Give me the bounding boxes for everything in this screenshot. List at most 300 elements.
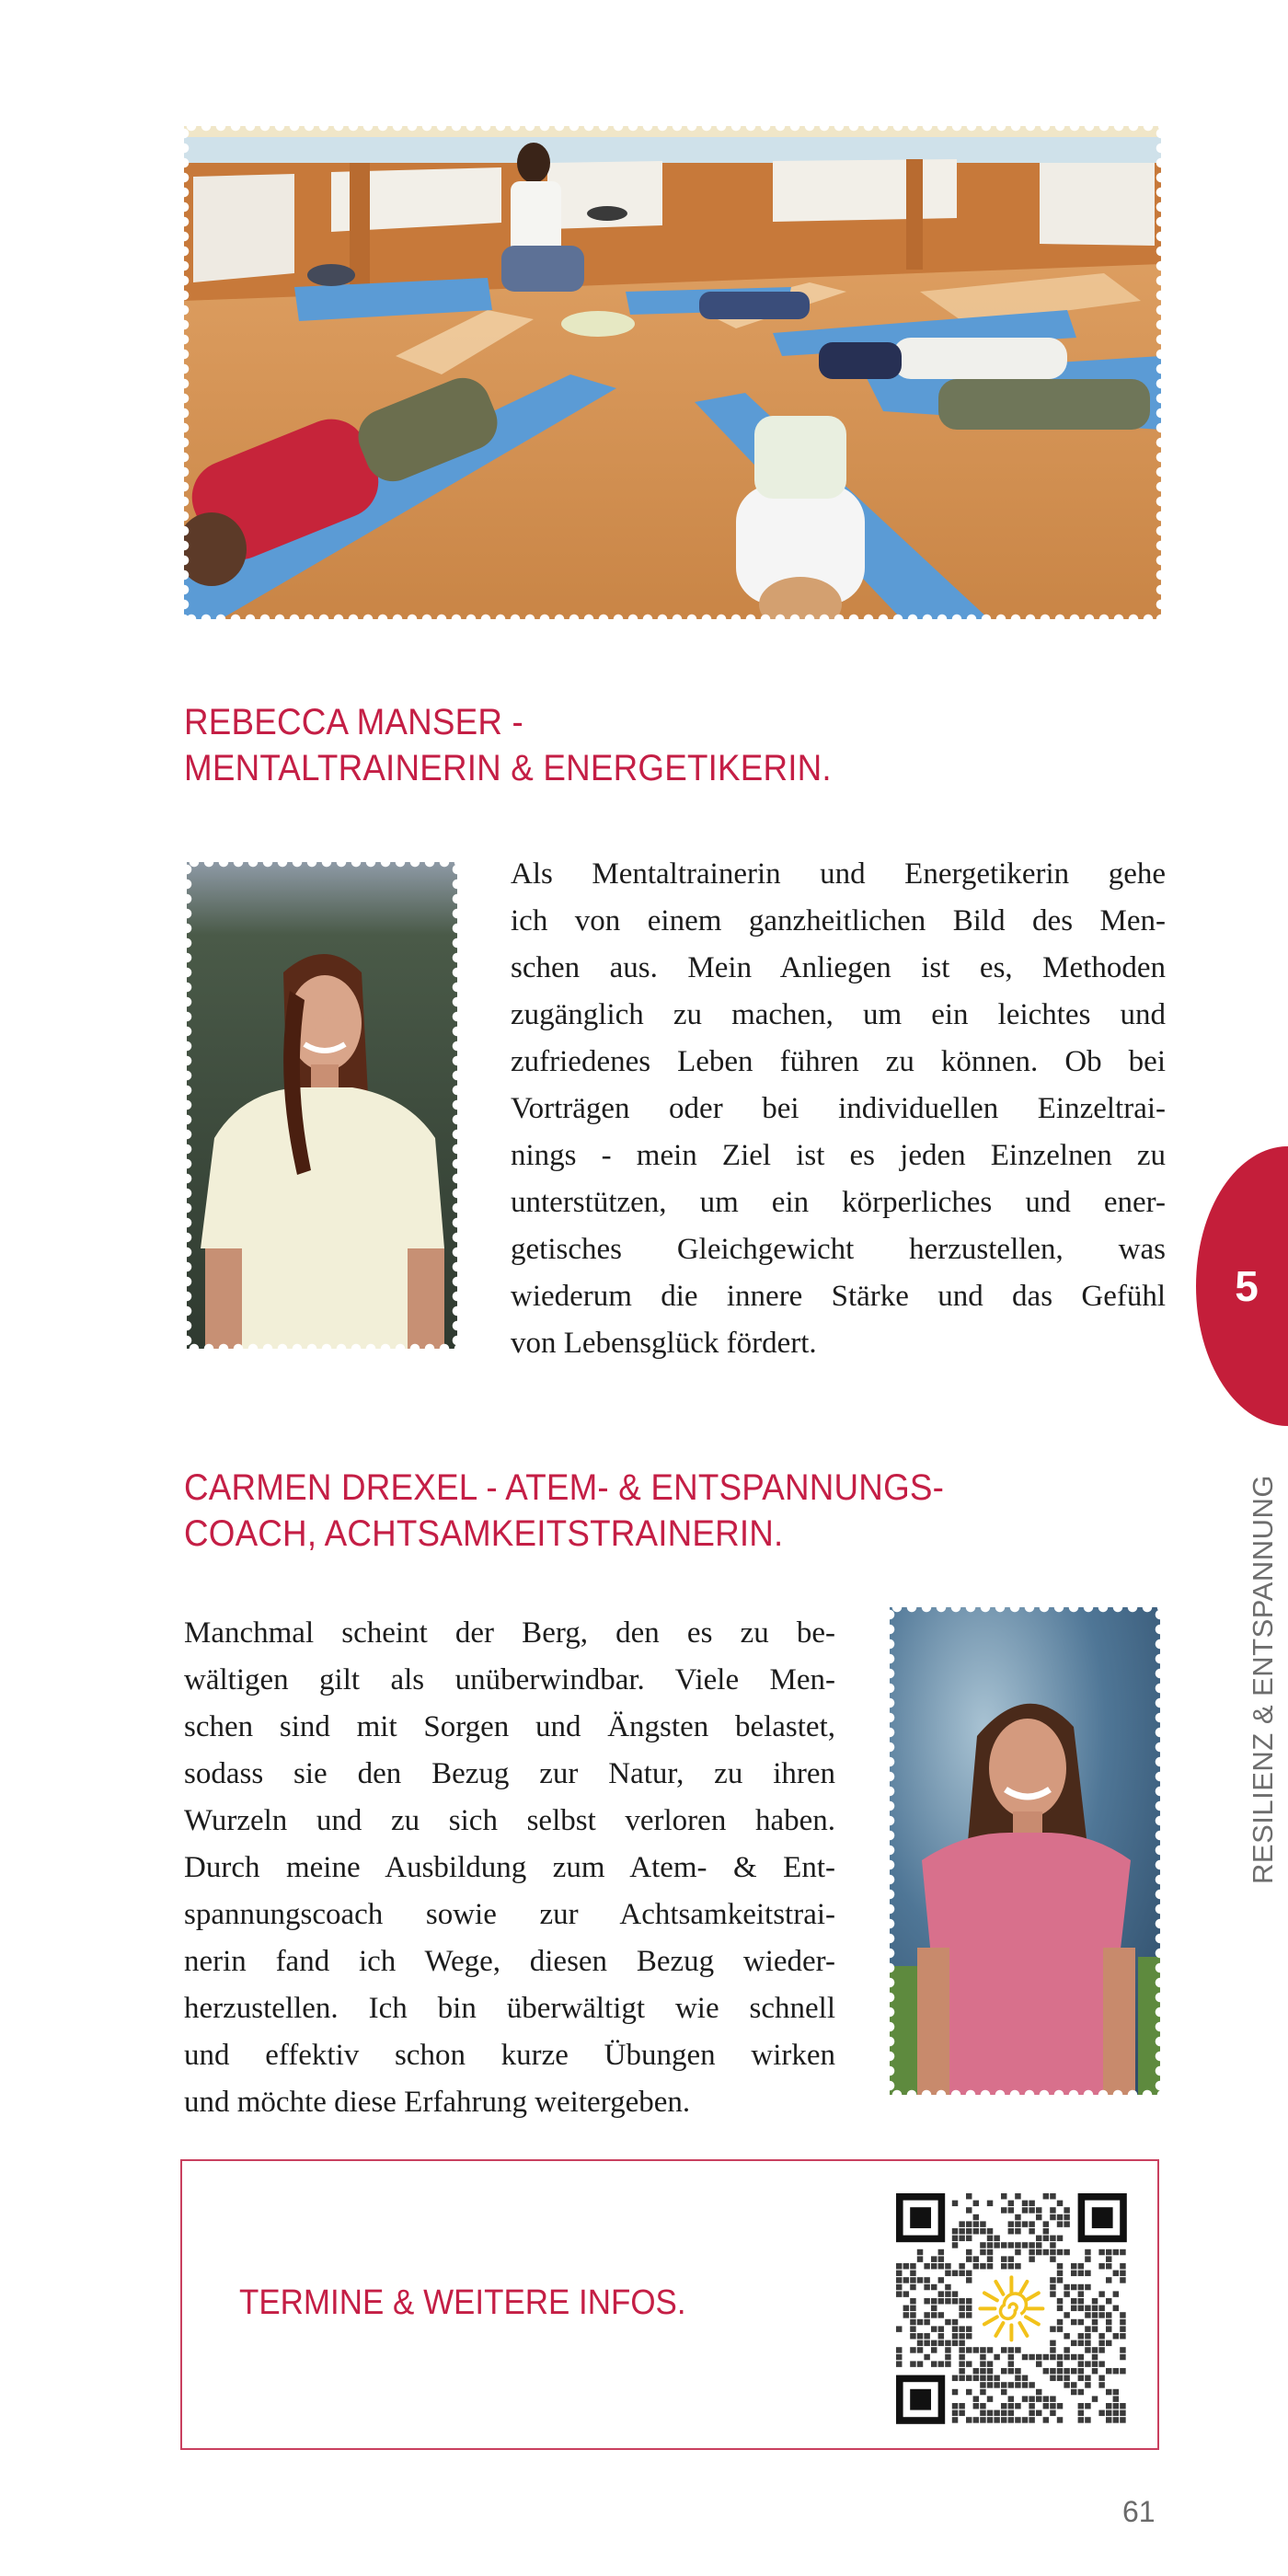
qr-code-graphic	[892, 2188, 1130, 2429]
profile-2-bio	[184, 1610, 835, 2126]
portrait-photo-icon	[187, 862, 457, 1349]
qr-module	[987, 2242, 993, 2248]
qr-module	[994, 2382, 999, 2387]
qr-module	[1085, 2375, 1090, 2381]
qr-module	[938, 2256, 944, 2261]
qr-module	[966, 2277, 972, 2283]
qr-module	[1120, 2333, 1125, 2339]
qr-module	[980, 2354, 985, 2360]
heading-line: REBECCA MANSER -	[184, 702, 523, 742]
qr-module	[1085, 2333, 1090, 2339]
qr-module	[1008, 2221, 1014, 2226]
qr-module	[1015, 2417, 1020, 2422]
qr-module	[959, 2306, 964, 2311]
qr-module	[966, 2361, 972, 2366]
qr-module	[1071, 2368, 1076, 2374]
qr-module	[1057, 2298, 1063, 2304]
qr-module	[903, 2277, 909, 2283]
bio-line: zufriedenes Leben führen zu können. Ob bei	[511, 1045, 1166, 1078]
qr-module	[917, 2333, 923, 2339]
qr-module	[1113, 2396, 1119, 2401]
qr-module	[1029, 2228, 1034, 2234]
qr-module	[952, 2410, 958, 2416]
qr-module	[903, 2291, 909, 2296]
qr-code-icon[interactable]	[892, 2188, 1130, 2429]
bio-line: und möchte diese Erfahrung weitergeben.	[184, 2086, 691, 2119]
qr-module	[1008, 2242, 1014, 2248]
qr-module	[952, 2333, 958, 2339]
qr-module	[1098, 2375, 1104, 2381]
qr-module	[1057, 2319, 1063, 2325]
qr-module	[1001, 2382, 1006, 2387]
qr-module	[931, 2298, 937, 2304]
qr-module	[966, 2298, 972, 2304]
qr-module	[1098, 2333, 1104, 2339]
qr-module	[959, 2312, 964, 2317]
qr-module	[987, 2201, 993, 2206]
qr-module	[1015, 2368, 1020, 2374]
qr-module	[1078, 2361, 1084, 2366]
qr-module	[987, 2236, 993, 2241]
qr-module	[1057, 2214, 1063, 2220]
qr-module	[1001, 2242, 1006, 2248]
qr-module	[1029, 2410, 1034, 2416]
qr-module	[945, 2291, 950, 2296]
qr-module	[1029, 2382, 1034, 2387]
qr-module	[1064, 2382, 1069, 2387]
bio-line: Vorträgen oder bei individuellen Einzeltrai-	[511, 1092, 1166, 1125]
qr-module	[1113, 2417, 1119, 2422]
qr-module	[1001, 2193, 1006, 2199]
qr-module	[917, 2256, 923, 2261]
qr-module	[952, 2326, 958, 2331]
qr-module	[1113, 2389, 1119, 2395]
qr-module	[945, 2361, 950, 2366]
qr-module	[1106, 2312, 1111, 2317]
qr-module	[966, 2256, 972, 2261]
bio-line: sodass sie den Bezug zur Natur, zu ihren	[184, 1757, 835, 1790]
qr-module	[1008, 2201, 1014, 2206]
profile-2-heading	[184, 1465, 944, 1557]
qr-module	[1098, 2306, 1104, 2311]
qr-module	[1057, 2306, 1063, 2311]
qr-module	[1001, 2347, 1006, 2352]
qr-module	[980, 2375, 985, 2381]
qr-module	[1036, 2242, 1041, 2248]
qr-module	[966, 2417, 972, 2422]
qr-module	[1029, 2396, 1034, 2401]
qr-module	[1050, 2291, 1055, 2296]
qr-module	[1064, 2354, 1069, 2360]
qr-module	[896, 2263, 902, 2269]
qr-module	[966, 2333, 972, 2339]
qr-module	[952, 2389, 958, 2395]
qr-module	[1106, 2368, 1111, 2374]
bio-line: Durch meine Ausbildung zum Atem- & Ent-	[184, 1851, 835, 1884]
qr-module	[1057, 2417, 1063, 2422]
qr-module	[1078, 2417, 1084, 2422]
qr-module	[1064, 2207, 1069, 2213]
qr-module	[1001, 2410, 1006, 2416]
bio-line: wiederum die innere Stärke und das Gefühl	[511, 1280, 1166, 1313]
qr-module	[1008, 2263, 1014, 2269]
qr-module	[1036, 2389, 1041, 2395]
qr-module	[1078, 2375, 1084, 2381]
qr-module	[1008, 2396, 1014, 2401]
qr-module	[910, 2306, 915, 2311]
qr-module	[917, 2319, 923, 2325]
qr-module	[1078, 2298, 1084, 2304]
qr-module	[994, 2417, 999, 2422]
qr-module	[1078, 2354, 1084, 2360]
qr-module	[966, 2326, 972, 2331]
qr-module	[910, 2326, 915, 2331]
qr-module	[952, 2201, 958, 2206]
qr-module	[1085, 2347, 1090, 2352]
bio-line: wältigen gilt als unüberwindbar. Viele Men-	[184, 1663, 835, 1696]
qr-module	[931, 2312, 937, 2317]
bio-line: unterstützen, um ein körperliches und ener-	[511, 1186, 1166, 1219]
qr-module	[1050, 2410, 1055, 2416]
qr-module	[1092, 2354, 1098, 2360]
qr-module	[1064, 2368, 1069, 2374]
qr-module	[1085, 2403, 1090, 2409]
qr-module	[952, 2319, 958, 2325]
qr-module	[903, 2306, 909, 2311]
bio-line: nerin fand ich Wege, diesen Bezug wieder-	[184, 1945, 835, 1978]
qr-module	[1064, 2375, 1069, 2381]
profile-1-photo	[187, 862, 457, 1349]
qr-module	[1043, 2354, 1049, 2360]
qr-module	[917, 2277, 923, 2283]
qr-module	[924, 2319, 929, 2325]
qr-module	[966, 2389, 972, 2395]
qr-module	[994, 2242, 999, 2248]
qr-module	[966, 2375, 972, 2381]
qr-module	[952, 2271, 958, 2276]
qr-module	[1008, 2256, 1014, 2261]
qr-module	[1057, 2263, 1063, 2269]
qr-module	[959, 2403, 964, 2409]
qr-module	[1113, 2333, 1119, 2339]
qr-module	[910, 2361, 915, 2366]
qr-module	[1078, 2333, 1084, 2339]
qr-module	[952, 2417, 958, 2422]
heading-line: COACH, ACHTSAMKEITSTRAINERIN.	[184, 1513, 784, 1554]
qr-module	[1050, 2340, 1055, 2346]
qr-module	[966, 2207, 972, 2213]
bio-line: spannungscoach sowie zur Achtsamkeitstrai-	[184, 1898, 835, 1931]
qr-module	[910, 2277, 915, 2283]
qr-module	[1001, 2263, 1006, 2269]
qr-module	[896, 2284, 902, 2290]
qr-module	[1064, 2347, 1069, 2352]
qr-module	[1064, 2249, 1069, 2255]
qr-module	[1050, 2242, 1055, 2248]
qr-module	[987, 2368, 993, 2374]
hero-photo	[184, 126, 1161, 619]
qr-module	[1098, 2410, 1104, 2416]
qr-module	[1078, 2319, 1084, 2325]
qr-module	[1036, 2249, 1041, 2255]
qr-module	[973, 2201, 979, 2206]
qr-module	[1036, 2236, 1041, 2241]
qr-module	[1043, 2236, 1049, 2241]
qr-module	[959, 2236, 964, 2241]
qr-module	[1008, 2228, 1014, 2234]
qr-module	[959, 2221, 964, 2226]
bio-line: schen sind mit Sorgen und Ängsten belastet,	[184, 1710, 835, 1743]
qr-module	[1050, 2326, 1055, 2331]
qr-module	[924, 2354, 929, 2360]
qr-module	[931, 2361, 937, 2366]
qr-module	[1078, 2410, 1084, 2416]
qr-module	[1043, 2221, 1049, 2226]
qr-module	[1050, 2236, 1055, 2241]
qr-module	[1043, 2396, 1049, 2401]
qr-module	[896, 2271, 902, 2276]
qr-module	[987, 2410, 993, 2416]
qr-module	[1078, 2284, 1084, 2290]
bio-line: zugänglich zu machen, um ein leichtes und	[511, 998, 1166, 1031]
qr-module	[952, 2298, 958, 2304]
qr-module	[980, 2403, 985, 2409]
qr-module	[1057, 2277, 1063, 2283]
qr-module	[1036, 2354, 1041, 2360]
qr-module	[1050, 2368, 1055, 2374]
qr-module	[931, 2326, 937, 2331]
qr-module	[1106, 2410, 1111, 2416]
qr-module	[945, 2284, 950, 2290]
qr-module	[980, 2368, 985, 2374]
qr-module	[938, 2249, 944, 2255]
qr-module	[910, 2271, 915, 2276]
qr-module	[1098, 2361, 1104, 2366]
qr-module	[980, 2410, 985, 2416]
qr-module	[1043, 2228, 1049, 2234]
qr-module	[1120, 2263, 1125, 2269]
qr-module	[952, 2228, 958, 2234]
qr-module	[1057, 2368, 1063, 2374]
qr-module	[1057, 2201, 1063, 2206]
qr-module	[959, 2228, 964, 2234]
qr-module	[966, 2347, 972, 2352]
qr-module	[1071, 2263, 1076, 2269]
qr-module	[938, 2326, 944, 2331]
qr-module	[945, 2319, 950, 2325]
qr-module	[1085, 2249, 1090, 2255]
qr-module	[1050, 2256, 1055, 2261]
qr-module	[1064, 2312, 1069, 2317]
qr-module	[931, 2340, 937, 2346]
qr-module	[1098, 2249, 1104, 2255]
qr-module	[1057, 2375, 1063, 2381]
qr-module	[1022, 2396, 1028, 2401]
chapter-number: 5	[1235, 1262, 1259, 1310]
qr-module	[987, 2256, 993, 2261]
qr-module	[1050, 2403, 1055, 2409]
qr-module	[966, 2221, 972, 2226]
qr-module	[945, 2271, 950, 2276]
qr-module	[1015, 2347, 1020, 2352]
bio-line: Als Mentaltrainerin und Energetikerin gehe	[511, 857, 1166, 891]
qr-module	[1057, 2271, 1063, 2276]
qr-module	[1113, 2291, 1119, 2296]
qr-module	[973, 2256, 979, 2261]
qr-module	[1092, 2319, 1098, 2325]
qr-module	[938, 2298, 944, 2304]
qr-module	[1008, 2361, 1014, 2366]
bio-line: Wurzeln und zu sich selbst verloren haben.	[184, 1804, 835, 1837]
qr-module	[917, 2347, 923, 2352]
qr-module	[1008, 2207, 1014, 2213]
portrait-photo-icon	[890, 1607, 1160, 2095]
qr-module	[1106, 2326, 1111, 2331]
qr-module	[966, 2228, 972, 2234]
qr-module	[987, 2375, 993, 2381]
qr-module	[1092, 2306, 1098, 2311]
bio-line: Manchmal scheint der Berg, den es zu be-	[184, 1616, 835, 1650]
qr-module	[1113, 2403, 1119, 2409]
qr-module	[1120, 2312, 1125, 2317]
qr-module	[910, 2263, 915, 2269]
qr-module	[924, 2340, 929, 2346]
qr-module	[1092, 2368, 1098, 2374]
qr-module	[987, 2382, 993, 2387]
group-relaxation-photo-icon	[184, 126, 1161, 619]
qr-module	[973, 2221, 979, 2226]
qr-module	[1106, 2249, 1111, 2255]
qr-module	[1043, 2417, 1049, 2422]
qr-module	[959, 2368, 964, 2374]
qr-module	[1057, 2221, 1063, 2226]
qr-module	[931, 2306, 937, 2311]
qr-module	[1071, 2340, 1076, 2346]
qr-module	[1036, 2410, 1041, 2416]
qr-module	[1106, 2263, 1111, 2269]
qr-module	[945, 2340, 950, 2346]
qr-module	[938, 2340, 944, 2346]
qr-module	[987, 2228, 993, 2234]
qr-module	[980, 2221, 985, 2226]
qr-module	[1085, 2382, 1090, 2387]
qr-module	[924, 2284, 929, 2290]
qr-module	[1078, 2340, 1084, 2346]
qr-module	[1078, 2291, 1084, 2296]
qr-module	[931, 2263, 937, 2269]
qr-module	[994, 2354, 999, 2360]
qr-module	[980, 2263, 985, 2269]
qr-module	[1057, 2249, 1063, 2255]
qr-module	[1085, 2271, 1090, 2276]
qr-module	[931, 2347, 937, 2352]
qr-module	[1015, 2375, 1020, 2381]
qr-module	[1015, 2403, 1020, 2409]
qr-module	[910, 2319, 915, 2325]
qr-module	[1071, 2271, 1076, 2276]
qr-module	[910, 2347, 915, 2352]
qr-module	[1015, 2263, 1020, 2269]
qr-module	[938, 2333, 944, 2339]
qr-module	[1050, 2249, 1055, 2255]
qr-module	[959, 2298, 964, 2304]
qr-module	[994, 2410, 999, 2416]
qr-module	[1098, 2291, 1104, 2296]
qr-module	[1113, 2368, 1119, 2374]
qr-module	[952, 2236, 958, 2241]
qr-module	[1008, 2347, 1014, 2352]
qr-module	[980, 2242, 985, 2248]
qr-module	[973, 2417, 979, 2422]
qr-module	[952, 2291, 958, 2296]
qr-module	[1064, 2291, 1069, 2296]
bio-line: ich von einem ganzheitlichen Bild des Men-	[511, 904, 1166, 937]
qr-module	[1113, 2306, 1119, 2311]
page-number: 61	[1122, 2495, 1156, 2528]
qr-module	[1120, 2326, 1125, 2331]
qr-module	[1001, 2403, 1006, 2409]
qr-module	[980, 2361, 985, 2366]
qr-module	[987, 2417, 993, 2422]
qr-module	[1022, 2375, 1028, 2381]
info-box-label: TERMINE & WEITERE INFOS.	[239, 2283, 686, 2322]
qr-module	[938, 2291, 944, 2296]
qr-module	[1098, 2382, 1104, 2387]
bio-line: schen aus. Mein Anliegen ist es, Methoden	[511, 951, 1166, 984]
qr-module	[994, 2236, 999, 2241]
qr-module	[1085, 2306, 1090, 2311]
qr-module	[987, 2396, 993, 2401]
qr-module	[917, 2340, 923, 2346]
qr-module	[1098, 2340, 1104, 2346]
qr-module	[1050, 2354, 1055, 2360]
qr-module	[896, 2347, 902, 2352]
qr-module	[994, 2375, 999, 2381]
qr-module	[1092, 2361, 1098, 2366]
qr-module	[1120, 2347, 1125, 2352]
qr-module	[1085, 2256, 1090, 2261]
qr-module	[966, 2236, 972, 2241]
qr-module	[980, 2347, 985, 2352]
qr-module	[1043, 2249, 1049, 2255]
qr-module	[1120, 2249, 1125, 2255]
qr-module	[1050, 2207, 1055, 2213]
qr-module	[1029, 2201, 1034, 2206]
qr-module	[966, 2306, 972, 2311]
qr-module	[959, 2410, 964, 2416]
qr-module	[1036, 2361, 1041, 2366]
qr-module	[1064, 2221, 1069, 2226]
qr-module	[1050, 2193, 1055, 2199]
qr-module	[1036, 2396, 1041, 2401]
qr-module	[903, 2312, 909, 2317]
qr-module	[1029, 2256, 1034, 2261]
qr-finder-pattern	[1078, 2193, 1127, 2242]
qr-module	[1085, 2361, 1090, 2366]
qr-module	[1050, 2396, 1055, 2401]
qr-module	[952, 2403, 958, 2409]
qr-module	[945, 2298, 950, 2304]
qr-module	[1029, 2221, 1034, 2226]
qr-finder-pattern	[896, 2193, 945, 2242]
qr-module	[1092, 2298, 1098, 2304]
qr-module	[973, 2368, 979, 2374]
qr-module	[1120, 2403, 1125, 2409]
qr-module	[1008, 2410, 1014, 2416]
qr-module	[1057, 2236, 1063, 2241]
qr-module	[1106, 2389, 1111, 2395]
qr-module	[1029, 2354, 1034, 2360]
